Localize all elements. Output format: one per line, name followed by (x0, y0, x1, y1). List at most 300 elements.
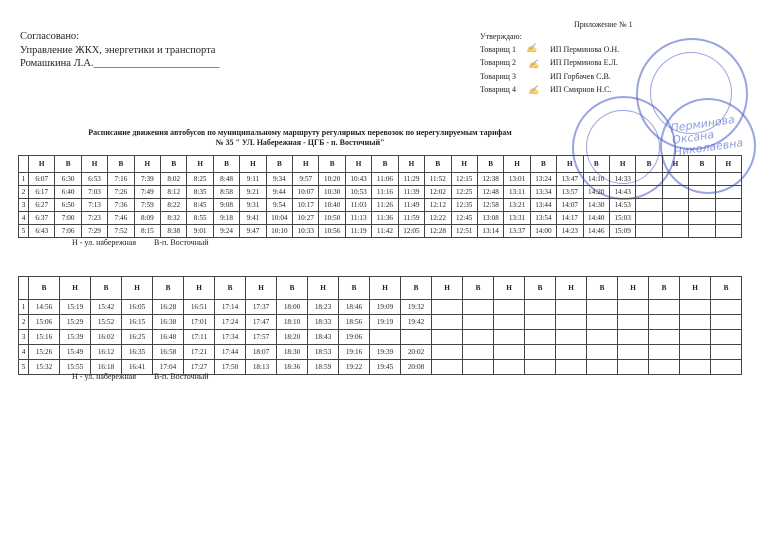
time-cell: 12:35 (451, 199, 477, 212)
time-cell: 9:31 (240, 199, 266, 212)
time-cell (680, 345, 711, 360)
time-cell (689, 212, 715, 225)
time-cell (680, 330, 711, 345)
time-cell (463, 345, 494, 360)
time-cell (649, 315, 680, 330)
header-cell: В (477, 156, 503, 173)
time-cell: 7:23 (81, 212, 107, 225)
time-cell: 16:38 (153, 315, 184, 330)
time-cell: 8:58 (213, 186, 239, 199)
time-cell: 19:09 (370, 300, 401, 315)
time-cell: 15:29 (60, 315, 91, 330)
signature-icon: ✍ (528, 86, 540, 96)
header-cell: Н (29, 156, 55, 173)
time-cell: 12:22 (425, 212, 451, 225)
table-row (19, 315, 742, 330)
time-cell (587, 345, 618, 360)
time-cell: 14:40 (583, 212, 609, 225)
time-cell: 17:34 (215, 330, 246, 345)
time-cell (556, 315, 587, 330)
time-cell: 14:33 (609, 173, 635, 186)
row-number: 5 (19, 225, 29, 238)
time-cell (689, 225, 715, 238)
time-cell: 18:07 (246, 345, 277, 360)
table-header-row (19, 277, 742, 300)
time-cell: 17:24 (215, 315, 246, 330)
time-cell: 10:33 (293, 225, 319, 238)
time-cell: 16:48 (153, 330, 184, 345)
time-cell: 14:46 (583, 225, 609, 238)
time-cell (636, 199, 662, 212)
header-cell: В (425, 156, 451, 173)
seal-text: Перминова Оксана Николаевна (669, 113, 744, 159)
time-cell: 11:52 (425, 173, 451, 186)
time-cell: 17:27 (184, 360, 215, 375)
header-cell: Н (398, 156, 424, 173)
time-cell: 19:39 (370, 345, 401, 360)
time-cell: 8:15 (134, 225, 160, 238)
signature-icon: ✍ (528, 60, 540, 70)
header-cell: Н (187, 156, 213, 173)
time-cell: 18:00 (277, 300, 308, 315)
time-cell: 12:51 (451, 225, 477, 238)
time-cell: 13:57 (557, 186, 583, 199)
legend-n: Н - ул. набережная (72, 372, 137, 381)
table-row (19, 300, 742, 315)
header-cell: Н (345, 156, 371, 173)
agreement-block (20, 30, 220, 71)
approver-name: ИП Перминова Е.Л. (550, 58, 618, 68)
time-cell (636, 173, 662, 186)
header-cell: В (530, 156, 556, 173)
time-cell (401, 330, 432, 345)
approver-role: Товарищ 1 (480, 45, 516, 55)
time-cell: 10:27 (293, 212, 319, 225)
time-cell: 19:19 (370, 315, 401, 330)
time-cell (680, 360, 711, 375)
time-cell: 15:49 (60, 345, 91, 360)
time-cell: 13:37 (504, 225, 530, 238)
time-cell: 18:59 (308, 360, 339, 375)
time-cell: 10:17 (293, 199, 319, 212)
header-cell: В (689, 156, 715, 173)
time-cell (618, 300, 649, 315)
time-cell (370, 330, 401, 345)
time-cell (636, 186, 662, 199)
time-cell: 11:19 (345, 225, 371, 238)
time-cell (618, 360, 649, 375)
time-cell: 17:21 (184, 345, 215, 360)
time-cell: 11:49 (398, 199, 424, 212)
header-cell: Н (451, 156, 477, 173)
time-cell: 14:30 (583, 199, 609, 212)
time-cell: 13:31 (504, 212, 530, 225)
time-cell (711, 315, 742, 330)
time-cell (689, 199, 715, 212)
time-cell: 8:38 (161, 225, 187, 238)
time-cell: 16:28 (153, 300, 184, 315)
time-cell: 11:39 (398, 186, 424, 199)
row-number: 2 (19, 315, 29, 330)
time-cell: 16:05 (122, 300, 153, 315)
time-cell: 18:46 (339, 300, 370, 315)
time-cell (432, 330, 463, 345)
time-cell: 17:57 (246, 330, 277, 345)
time-cell: 9:01 (187, 225, 213, 238)
header-cell: В (583, 156, 609, 173)
time-cell: 11:26 (372, 199, 398, 212)
time-cell: 18:10 (277, 315, 308, 330)
time-cell (556, 300, 587, 315)
header-cell: Н (557, 156, 583, 173)
time-cell: 10:50 (319, 212, 345, 225)
time-cell: 8:48 (213, 173, 239, 186)
approval-block (480, 30, 619, 96)
schedule-table-morning (18, 155, 742, 238)
time-cell: 18:20 (277, 330, 308, 345)
schedule-table-afternoon (18, 276, 742, 375)
time-cell: 6:53 (81, 173, 107, 186)
header-cell-index (19, 277, 29, 300)
time-cell: 16:12 (91, 345, 122, 360)
time-cell (525, 345, 556, 360)
approver-row (480, 56, 619, 69)
time-cell: 12:05 (398, 225, 424, 238)
header-cell: Н (609, 156, 635, 173)
time-cell: 17:37 (246, 300, 277, 315)
page-title (30, 128, 570, 148)
time-cell: 12:02 (425, 186, 451, 199)
header-cell: Н (556, 277, 587, 300)
time-cell: 6:27 (29, 199, 55, 212)
legend-n: Н - ул. набережная (72, 238, 137, 247)
header-cell: Н (494, 277, 525, 300)
table-header-row (19, 156, 742, 173)
time-cell: 19:32 (401, 300, 432, 315)
time-cell: 14:56 (29, 300, 60, 315)
header-cell: В (55, 156, 81, 173)
time-cell: 9:34 (266, 173, 292, 186)
time-cell (618, 345, 649, 360)
time-cell (494, 360, 525, 375)
time-cell: 11:06 (372, 173, 398, 186)
time-cell: 7:52 (108, 225, 134, 238)
time-cell: 11:13 (345, 212, 371, 225)
time-cell: 7:59 (134, 199, 160, 212)
time-cell: 11:59 (398, 212, 424, 225)
time-cell: 6:30 (55, 173, 81, 186)
time-cell: 16:41 (122, 360, 153, 375)
time-cell (715, 225, 741, 238)
time-cell (494, 330, 525, 345)
header-cell: Н (662, 156, 688, 173)
time-cell: 18:36 (277, 360, 308, 375)
header-cell: В (266, 156, 292, 173)
time-cell: 13:34 (530, 186, 556, 199)
time-cell: 7:00 (55, 212, 81, 225)
time-cell: 13:44 (530, 199, 556, 212)
time-cell: 6:43 (29, 225, 55, 238)
header-cell-index (19, 156, 29, 173)
time-cell: 16:18 (91, 360, 122, 375)
approver-row (480, 43, 619, 56)
approver-role: Товарищ 4 (480, 84, 516, 94)
time-cell (525, 360, 556, 375)
time-cell: 7:03 (81, 186, 107, 199)
header-cell: Н (293, 156, 319, 173)
time-cell: 16:25 (122, 330, 153, 345)
time-cell: 9:44 (266, 186, 292, 199)
time-cell (463, 300, 494, 315)
header-cell: В (372, 156, 398, 173)
time-cell: 7:16 (108, 173, 134, 186)
time-cell: 7:29 (81, 225, 107, 238)
time-cell (494, 300, 525, 315)
row-number: 4 (19, 212, 29, 225)
header-cell: В (636, 156, 662, 173)
time-cell (715, 186, 741, 199)
time-cell: 8:25 (187, 173, 213, 186)
time-cell: 17:50 (215, 360, 246, 375)
time-cell: 13:47 (557, 173, 583, 186)
time-cell: 10:40 (319, 199, 345, 212)
time-cell: 10:04 (266, 212, 292, 225)
time-cell: 8:09 (134, 212, 160, 225)
time-cell: 7:06 (55, 225, 81, 238)
time-cell: 15:06 (29, 315, 60, 330)
time-cell: 17:11 (184, 330, 215, 345)
time-cell: 7:26 (108, 186, 134, 199)
table-row (19, 330, 742, 345)
header-cell: Н (715, 156, 741, 173)
header-cell: Н (618, 277, 649, 300)
time-cell: 19:16 (339, 345, 370, 360)
time-cell: 15:52 (91, 315, 122, 330)
time-cell: 17:47 (246, 315, 277, 330)
header-cell: Н (240, 156, 266, 173)
time-cell: 16:15 (122, 315, 153, 330)
legend (72, 372, 225, 381)
time-cell: 13:54 (530, 212, 556, 225)
header-cell: Н (60, 277, 91, 300)
time-cell: 12:28 (425, 225, 451, 238)
time-cell: 8:32 (161, 212, 187, 225)
time-cell (432, 300, 463, 315)
time-cell: 7:46 (108, 212, 134, 225)
legend (72, 238, 225, 247)
time-cell: 11:36 (372, 212, 398, 225)
header-cell: В (161, 156, 187, 173)
time-cell (649, 300, 680, 315)
header-cell: В (91, 277, 122, 300)
time-cell: 7:39 (134, 173, 160, 186)
time-cell: 14:00 (530, 225, 556, 238)
time-cell (556, 360, 587, 375)
header-cell: В (587, 277, 618, 300)
time-cell: 11:16 (372, 186, 398, 199)
time-cell (715, 173, 741, 186)
approver-role: Товарищ 3 (480, 71, 516, 81)
time-cell (649, 345, 680, 360)
header-cell: Н (134, 156, 160, 173)
time-cell: 11:03 (345, 199, 371, 212)
time-cell: 8:45 (187, 199, 213, 212)
row-number: 1 (19, 173, 29, 186)
approver-row (480, 70, 619, 83)
time-cell: 9:24 (213, 225, 239, 238)
time-cell (525, 300, 556, 315)
time-cell: 10:10 (266, 225, 292, 238)
time-cell: 15:26 (29, 345, 60, 360)
time-cell: 16:35 (122, 345, 153, 360)
header-cell: Н (370, 277, 401, 300)
time-cell: 11:29 (398, 173, 424, 186)
approver-name: ИП Горбачев С.В. (550, 71, 611, 81)
time-cell: 10:43 (345, 173, 371, 186)
time-cell: 8:02 (161, 173, 187, 186)
time-cell: 10:30 (319, 186, 345, 199)
time-cell: 20:02 (401, 345, 432, 360)
time-cell: 18:30 (277, 345, 308, 360)
time-cell: 16:02 (91, 330, 122, 345)
time-cell: 15:42 (91, 300, 122, 315)
time-cell: 8:22 (161, 199, 187, 212)
header-cell: В (153, 277, 184, 300)
header-cell: В (401, 277, 432, 300)
time-cell (432, 315, 463, 330)
time-cell: 18:33 (308, 315, 339, 330)
time-cell: 15:16 (29, 330, 60, 345)
time-cell: 15:09 (609, 225, 635, 238)
table-row (19, 173, 742, 186)
time-cell: 7:13 (81, 199, 107, 212)
time-cell (680, 315, 711, 330)
time-cell: 12:45 (451, 212, 477, 225)
header-cell: Н (246, 277, 277, 300)
time-cell: 15:03 (609, 212, 635, 225)
time-cell (636, 212, 662, 225)
header-cell: В (649, 277, 680, 300)
title-line-1: Расписание движения автобусов по муниципальному маршруту регулярных перевозок по нерегулируемым тарифам (88, 128, 512, 137)
time-cell: 19:22 (339, 360, 370, 375)
time-cell: 9:11 (240, 173, 266, 186)
header-cell: Н (122, 277, 153, 300)
time-cell (494, 345, 525, 360)
department-name: Управление ЖКХ, энергетики и транспорта (20, 44, 216, 56)
time-cell (689, 186, 715, 199)
table-row (19, 345, 742, 360)
time-cell (662, 173, 688, 186)
time-cell (587, 300, 618, 315)
time-cell: 18:23 (308, 300, 339, 315)
time-cell: 8:55 (187, 212, 213, 225)
row-number: 3 (19, 330, 29, 345)
time-cell: 10:56 (319, 225, 345, 238)
time-cell: 9:47 (240, 225, 266, 238)
table-row (19, 225, 742, 238)
time-cell: 9:21 (240, 186, 266, 199)
time-cell (711, 330, 742, 345)
time-cell: 8:12 (161, 186, 187, 199)
signature-icon: ✍ (526, 44, 538, 54)
row-number: 3 (19, 199, 29, 212)
time-cell: 17:01 (184, 315, 215, 330)
time-cell: 8:35 (187, 186, 213, 199)
header-cell: Н (504, 156, 530, 173)
time-cell: 17:14 (215, 300, 246, 315)
approver-row (480, 83, 619, 96)
time-cell: 9:18 (213, 212, 239, 225)
time-cell: 10:07 (293, 186, 319, 199)
time-cell (525, 315, 556, 330)
time-cell (649, 330, 680, 345)
time-cell: 14:10 (583, 173, 609, 186)
agreed-label: Согласовано: (20, 31, 80, 42)
time-cell: 17:04 (153, 360, 184, 375)
time-cell (463, 330, 494, 345)
time-cell: 12:58 (477, 199, 503, 212)
time-cell: 12:12 (425, 199, 451, 212)
time-cell: 15:55 (60, 360, 91, 375)
time-cell (525, 330, 556, 345)
time-cell: 10:53 (345, 186, 371, 199)
time-cell: 13:24 (530, 173, 556, 186)
title-line-2: № 35 " УЛ. Набережная - ЦГБ - п. Восточный" (215, 138, 385, 147)
time-cell: 9:41 (240, 212, 266, 225)
time-cell (463, 360, 494, 375)
time-cell: 16:51 (184, 300, 215, 315)
time-cell: 19:06 (339, 330, 370, 345)
header-cell: В (29, 277, 60, 300)
row-number: 1 (19, 300, 29, 315)
time-cell: 18:43 (308, 330, 339, 345)
time-cell (494, 315, 525, 330)
time-cell (587, 360, 618, 375)
time-cell (711, 300, 742, 315)
time-cell: 14:23 (557, 225, 583, 238)
time-cell: 6:40 (55, 186, 81, 199)
time-cell (587, 330, 618, 345)
time-cell (662, 212, 688, 225)
time-cell: 12:48 (477, 186, 503, 199)
time-cell (715, 199, 741, 212)
time-cell (649, 360, 680, 375)
header-cell: В (277, 277, 308, 300)
header-cell: Н (184, 277, 215, 300)
appendix-label: Приложение № 1 (574, 20, 633, 29)
time-cell: 9:54 (266, 199, 292, 212)
time-cell: 15:32 (29, 360, 60, 375)
agreement-signer: Ромашкина Л.А.________________________ (20, 58, 220, 69)
approver-name: ИП Перминова О.Н. (550, 45, 620, 55)
time-cell: 19:45 (370, 360, 401, 375)
table-row (19, 199, 742, 212)
header-cell: В (463, 277, 494, 300)
row-number: 4 (19, 345, 29, 360)
table-row (19, 212, 742, 225)
time-cell: 7:49 (134, 186, 160, 199)
header-cell: Н (81, 156, 107, 173)
legend-v: В-п. Восточный (154, 238, 209, 247)
time-cell: 14:53 (609, 199, 635, 212)
time-cell: 13:21 (504, 199, 530, 212)
time-cell: 12:38 (477, 173, 503, 186)
time-cell: 7:36 (108, 199, 134, 212)
time-cell: 11:42 (372, 225, 398, 238)
table-row (19, 186, 742, 199)
time-cell: 9:57 (293, 173, 319, 186)
time-cell: 15:39 (60, 330, 91, 345)
